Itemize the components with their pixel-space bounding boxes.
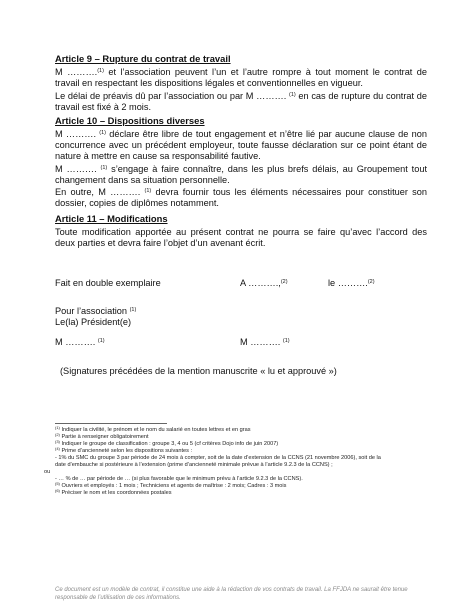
association-label: Pour l’association $^{(1)}$ — [55, 306, 137, 316]
article-9-paragraph-1: M ……….$^{(1)}$ et l’association peuvent l’un et l’autre rompre à tout moment le contrat de travail en respectant les dispositions légales et conventionnelles en vigueur. — [55, 67, 427, 88]
footnote-6: $^{(6)}$ Préciser le nom et les coordonnées postales — [55, 488, 172, 496]
footnote-3: $^{(3)}$ Indiquer le groupe de classification : groupe 3, 4 ou 5 (cf critères Dojo info de juin 2007) — [55, 439, 279, 447]
signatory-left: M ………. $^{(1)}$ — [55, 337, 105, 347]
article-11-paragraph: Toute modification apportée au présent contrat ne pourra se faire qu’avec l’accord des deux parties et devra faire l’objet d’un avenant écrit. — [55, 227, 427, 248]
footnote-4-line-1: - 1% du SMC du groupe 3 par période de 24 mois à compter, soit de la date d’extension de la CCNS (21 novembre 2006), soit de la — [55, 455, 381, 461]
footnote-4-line-3: - … % de … par période de … (si plus favorable que le minimum prévu à l’article 9.2.3 de la CCNS). — [55, 476, 303, 482]
signature-place: A ……….,$^{(2)}$ — [240, 278, 288, 288]
footnote-4: $^{(4)}$ Prime d’ancienneté selon les dispositions suivantes : — [55, 446, 193, 454]
footnote-separator — [55, 423, 167, 424]
article-10-paragraph-2: M ………. $^{(1)}$ s’engage à faire connaître, dans les plus brefs délais, au Groupement tout changement dans sa situation personnelle. — [55, 164, 428, 185]
done-in-duplicate: Fait en double exemplaire — [55, 278, 161, 288]
footnote-2: $^{(2)}$ Partie à renseigner obligatoirement — [55, 432, 149, 440]
footnote-or: ou — [44, 469, 51, 475]
article-9-heading: Article 9 – Rupture du contrat de travail — [55, 53, 231, 64]
article-11-heading: Article 11 – Modifications — [55, 213, 168, 224]
footnote-4-line-2: date d’embauche si postérieure à l’extension (prime d’ancienneté minimale prévue à l’article 9.2.3 de la CCNS) ; — [55, 462, 333, 468]
article-10-paragraph-3: En outre, M ………. $^{(1)}$ devra fournir tous les éléments nécessaires pour constituer son dossier, copies de diplômes notamment. — [55, 187, 427, 208]
article-10-heading: Article 10 – Dispositions diverses — [55, 115, 205, 126]
footnote-5: $^{(5)}$ Ouvriers et employés : 1 mois ; Techniciens et agents de maîtrise : 2 mois; Cadres : 3 mois — [55, 481, 287, 489]
signatory-right: M ………. $^{(1)}$ — [240, 337, 290, 347]
article-9-paragraph-2: Le délai de préavis dû par l’association ou par M ………. $^{(1)}$ en cas de rupture du contrat de travail est fixé à 2 mois. — [55, 91, 427, 112]
footnote-1: $^{(1)}$ Indiquer la civilité, le prénom et le nom du salarié en toutes lettres et en gras — [55, 425, 251, 433]
page-footer-disclaimer: Ce document est un modèle de contrat, il constitue une aide à la rédaction de vos contrats de travail. La FFJDA ne saurait être tenue responsable de l’utilisation de ces informations. — [55, 587, 408, 601]
article-10-paragraph-1: M ………. $^{(1)}$ déclare être libre de tout engagement et n’être lié par aucune clause de non concurrence avec un précédent employeur, toute fausse déclaration sur ce point étant de nature à mettre en cause sa responsabilité fautive. — [55, 129, 427, 161]
president-label: Le(la) Président(e) — [55, 317, 132, 327]
signature-mention: (Signatures précédées de la mention manuscrite « lu et approuvé ») — [60, 366, 337, 376]
signature-date: le ……….$^{(2)}$ — [328, 278, 375, 288]
